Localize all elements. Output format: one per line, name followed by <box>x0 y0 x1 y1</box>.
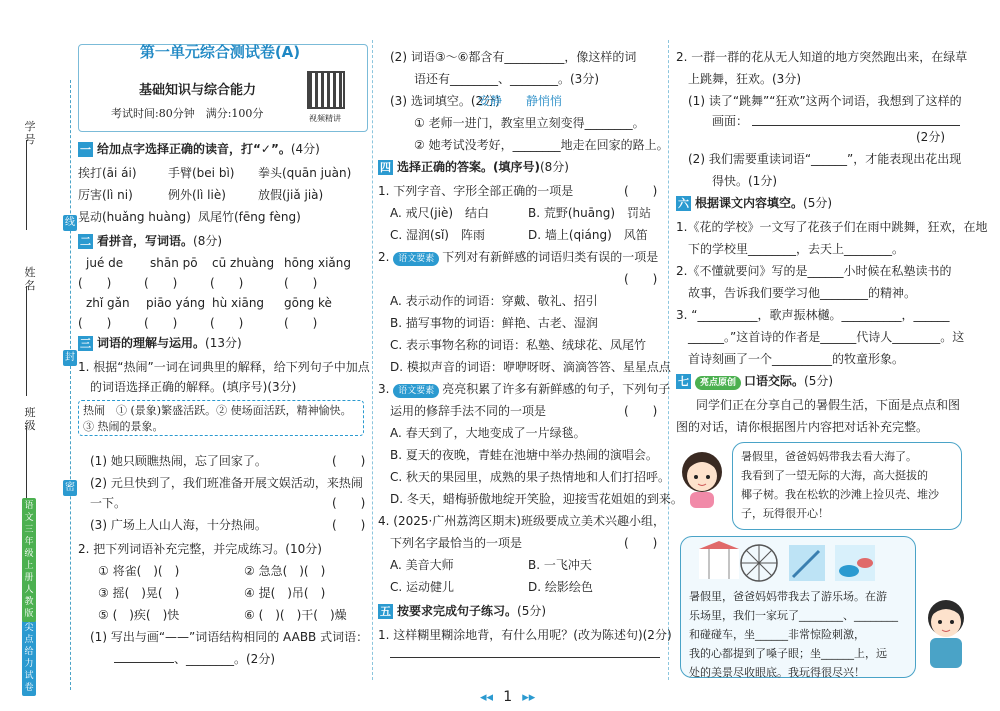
answer-box[interactable]: ( ) <box>624 536 658 550</box>
binding-margin <box>18 80 75 693</box>
question-text: (3) 选词填空。(2分) <box>390 94 500 108</box>
pinyin: hōng xiǎng <box>284 256 351 270</box>
option[interactable]: C. 湿润(sǐ) 阵雨 <box>390 228 485 242</box>
option[interactable]: A. 美音大师 <box>390 558 454 572</box>
carousel-icon <box>699 541 739 579</box>
question-text: 得快。(1分) <box>712 174 777 188</box>
page-footer <box>480 689 535 705</box>
section-3-heading: 三 词语的理解与运用。(13分) <box>80 336 242 350</box>
fill-word[interactable]: ② 急急( )( ) <box>244 564 326 578</box>
student-no-line <box>26 140 27 230</box>
section-7-heading: 七 亮点原创 口语交际。(5分) <box>678 374 834 388</box>
question-text: 4. (2025·广州荔湾区期末)班级要成立美术兴趣小组， <box>378 514 665 528</box>
bumper-car-icon <box>835 545 875 581</box>
brand-label: 尖点给力试卷 <box>22 620 36 696</box>
option[interactable]: C. 表示事物名称的词语：私塾、绒球花、凤尾竹 <box>390 338 647 352</box>
fill-word[interactable]: ④ 提( )吊( ) <box>244 586 326 600</box>
qr-label: 视频精讲 <box>309 114 341 123</box>
cut-line <box>70 80 71 690</box>
question-text: 3. “__________，歌声振林樾。__________，______ <box>676 308 950 322</box>
pinyin: hù xiāng <box>212 296 265 310</box>
question-text: 1. 下列字音、字形全部正确的一项是 <box>378 184 574 198</box>
question-text: 故事，告诉我们要学习他________的精神。 <box>688 286 917 300</box>
answer-box[interactable]: ( ) <box>210 316 244 330</box>
question-text: 3. 语文要素 亮亮积累了许多有新鲜感的句子，下列句子 <box>378 382 671 396</box>
answer-box[interactable]: ( ) <box>624 272 658 286</box>
pinyin: cū zhuàng <box>212 256 275 270</box>
question-text: ______。”这首诗的作者是______代诗人________。这 <box>688 330 965 344</box>
question-text: 1. 这样糊里糊涂地背，有什么用呢？(改为陈述句)(2分) <box>378 628 672 642</box>
option[interactable]: D. 墙上(qiáng) 风笛 <box>528 228 648 242</box>
seal-mark-3: 密 <box>63 480 77 496</box>
question-text: 运用的修辞手法不同的一项是 <box>390 404 547 418</box>
question-text: 下的学校里________，去天上________。 <box>688 242 905 256</box>
speech-bubble-boy: 暑假里，爸爸妈妈带我去了游乐场。在游 乐场里，我们一家玩了________、________ 和碰碰车，坐______非常惊险刺激， 我的心都提到了嗓子眼；坐______上，远 处的美景尽收眼底。我玩得很尽兴！ <box>680 536 916 678</box>
prev-page-icon[interactable]: ◂◂ <box>480 690 494 705</box>
answer-line[interactable]: 、________。(2分) <box>114 650 275 667</box>
pinyin: gōng kè <box>284 296 332 310</box>
student-no-label: 学号 <box>24 120 36 146</box>
question-text: (1) 写出与画“——”词语结构相同的 AABB 式词语： <box>90 630 369 644</box>
page-number: 1 <box>503 689 513 705</box>
answer-box[interactable]: ( ) <box>284 316 318 330</box>
section-6-heading: 六 根据课文内容填空。(5分) <box>678 196 833 210</box>
option[interactable]: C. 秋天的果园里，成熟的果子热情地和人们打招呼。 <box>390 470 671 484</box>
s1-row: 凤尾竹(fēng fèng) <box>198 210 301 224</box>
question-text: 2. 把下列词语补充完整，并完成练习。(10分) <box>78 542 322 556</box>
question-text: 语还有________、________。(3分) <box>414 72 599 86</box>
question-item: ② 她考试没考好，________地走在回家的路上。 <box>414 138 669 152</box>
answer-box[interactable]: ( ) <box>624 184 658 198</box>
question-item: 一下。 <box>90 496 127 510</box>
amusement-park-icons <box>689 541 909 585</box>
pinyin: piāo yáng <box>146 296 206 310</box>
question-text: 1. 根据“热闹”一词在词典里的解释，给下列句子中加点 <box>78 360 370 374</box>
answer-box[interactable]: ( ) <box>332 518 366 532</box>
qr-code-icon[interactable] <box>307 71 345 109</box>
question-text: 的词语选择正确的解释。(填序号)(3分) <box>90 380 297 394</box>
fill-word[interactable]: ① 将雀( )( ) <box>98 564 180 578</box>
question-text: 画面： <box>712 114 749 128</box>
fill-word[interactable]: ③ 摇( )晃( ) <box>98 586 180 600</box>
question-text: 1.《花的学校》一文写了花孩子们在雨中跳舞，狂欢，在地 <box>676 220 988 234</box>
option[interactable]: A. 表示动作的词语：穿戴、敬礼、招引 <box>390 294 598 308</box>
name-label: 姓名 <box>24 266 36 292</box>
dictionary-box: 热闹 ① (景象)繁盛活跃。② 使场面活跃，精神愉快。 ③ 热闹的景象。 <box>78 400 364 436</box>
question-text: 上跳舞，狂欢。(3分) <box>688 72 801 86</box>
pinyin: zhǐ gǎn <box>86 296 130 310</box>
girl-avatar-icon <box>676 446 728 508</box>
fill-word[interactable]: ⑥ ( )( )干( )燥 <box>244 608 347 622</box>
option[interactable]: B. 描写事物的词语：鲜艳、古老、湿润 <box>390 316 598 330</box>
option[interactable]: D. 冬天，蜡梅骄傲地绽开笑脸，迎接雪花姐姐的到来。 <box>390 492 683 506</box>
question-text: (2) 词语③～⑥都含有__________，像这样的词 <box>390 50 637 64</box>
option[interactable]: C. 运动健儿 <box>390 580 455 594</box>
answer-box[interactable]: ( ) <box>210 276 244 290</box>
question-text: 2. 一群一群的花从无人知道的地方突然跑出来，在绿草 <box>676 50 968 64</box>
question-text: 2.《不懂就要问》写的是______小时候在私塾读书的 <box>676 264 952 278</box>
answer-box[interactable]: ( ) <box>78 276 112 290</box>
question-text: 2. 语文要素 下列对有新鲜感的词语归类有误的一项是 <box>378 250 659 264</box>
question-item: (1) 她只顾瞧热闹，忘了回家了。 <box>90 454 267 468</box>
s1-row: 例外(lì liè) <box>168 188 226 202</box>
seal-mark-1: 线 <box>63 215 77 231</box>
s1-row: 手臂(bei bì) <box>168 166 235 180</box>
seal-mark-2: 封 <box>63 350 77 366</box>
answer-box[interactable]: ( ) <box>78 316 112 330</box>
section-5-heading: 五 按要求完成句子练习。(5分) <box>380 604 547 618</box>
title-box <box>78 44 368 132</box>
option[interactable]: A. 戒尺(jiè) 结白 <box>390 206 490 220</box>
answer-box[interactable]: ( ) <box>284 276 318 290</box>
answer-box[interactable]: ( ) <box>332 454 366 468</box>
answer-box[interactable]: ( ) <box>144 276 178 290</box>
question-text: (2) 我们需要重读词语“______”，才能表现出花出现 <box>688 152 962 166</box>
answer-line[interactable] <box>390 656 660 658</box>
question-text: 图的对话，请你根据图片内容把对话补充完整。 <box>676 420 929 434</box>
question-item: (2) 元旦快到了，我们班准备开展文娱活动，来热闹 <box>90 476 363 490</box>
question-text: (1) 读了“跳舞”“狂欢”这两个词语，我想到了这样的 <box>688 94 962 108</box>
pinyin: jué de <box>86 256 124 270</box>
answer-line[interactable] <box>752 124 960 126</box>
column-divider <box>372 40 373 680</box>
option[interactable]: D. 绘影绘色 <box>528 580 593 594</box>
grade-label: 语文三年级 上册 人教版 <box>22 498 36 622</box>
question-item: (3) 广场上人山人海，十分热闹。 <box>90 518 267 532</box>
points: (2分) <box>916 130 945 144</box>
boy-avatar-icon <box>918 590 974 670</box>
question-text: 首诗刻画了一个__________的牧童形象。 <box>688 352 905 366</box>
answer-box[interactable]: ( ) <box>144 316 178 330</box>
pinyin: shān pō <box>150 256 198 270</box>
page-subtitle: 基础知识与综合能力 <box>139 83 257 98</box>
option[interactable]: D. 模拟声音的词语：咿咿呀呀、滴滴答答、星星点点 <box>390 360 671 374</box>
question-item: ① 老师一进门，教室里立刻变得________。 <box>414 116 645 130</box>
section-1-heading: 一 给加点字选择正确的读音，打“✓”。(4分) <box>80 142 320 156</box>
fill-word[interactable]: ⑤ ( )疾( )快 <box>98 608 180 622</box>
word-options: 安静 静悄悄 <box>478 94 563 108</box>
section-2-heading: 二 看拼音，写词语。(8分) <box>80 234 223 248</box>
option[interactable]: A. 春天到了，大地变成了一片绿毯。 <box>390 426 586 440</box>
option[interactable]: B. 荒野(huāng) 罚站 <box>528 206 652 220</box>
s1-row: 放假(jiǎ jià) <box>258 188 324 202</box>
s1-row: 晃动(huǎng huàng) <box>78 210 191 224</box>
speech-bubble-girl: 暑假里，爸爸妈妈带我去看大海了。 我看到了一望无际的大海，高大挺拔的 椰子树。我在松软的沙滩上捡贝壳、堆沙 子，玩得很开心！ <box>732 442 962 530</box>
ferris-wheel-icon <box>741 545 777 581</box>
question-text: 同学们正在分享自己的暑假生活，下面是点点和图 <box>696 398 961 412</box>
slide-icon <box>789 545 825 581</box>
option[interactable]: B. 夏天的夜晚，青蛙在池塘中举办热闹的演唱会。 <box>390 448 658 462</box>
exam-time: 考试时间:80分钟 满分:100分 <box>111 107 264 120</box>
name-line <box>26 286 27 396</box>
answer-box[interactable]: ( ) <box>624 404 658 418</box>
question-text: 下列名字最恰当的一项是 <box>390 536 523 550</box>
s1-row: 挨打(āi ái) <box>78 166 137 180</box>
answer-box[interactable]: ( ) <box>332 496 366 510</box>
s1-row: 拳头(quān juàn) <box>258 166 352 180</box>
option[interactable]: B. 一飞冲天 <box>528 558 592 572</box>
class-label: 班级 <box>24 406 36 432</box>
page-title: 第一单元综合测试卷(A) <box>139 43 301 61</box>
next-page-icon[interactable]: ▸▸ <box>522 690 536 705</box>
s1-row: 厉害(lì ni) <box>78 188 133 202</box>
section-4-heading: 四 选择正确的答案。(填序号)(8分) <box>380 160 569 174</box>
